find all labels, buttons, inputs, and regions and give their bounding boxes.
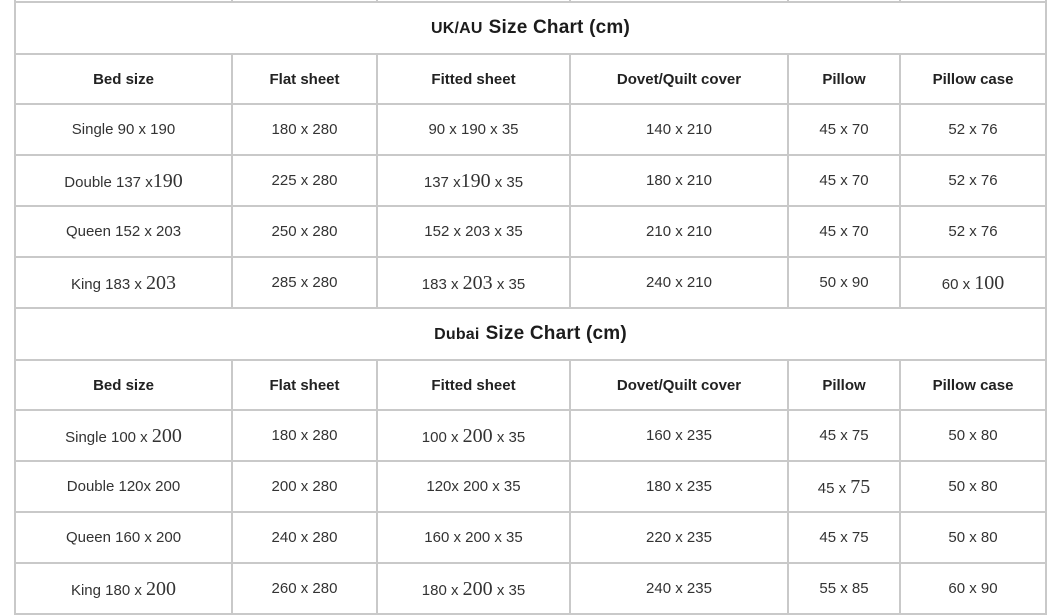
size-chart-body xyxy=(15,0,1046,614)
table-row xyxy=(15,410,1046,461)
cell-segment-large: 190 xyxy=(460,169,491,192)
section-title-main: Size Chart (cm) xyxy=(485,323,627,344)
cell-segment: King 183 x xyxy=(70,275,147,293)
table-cell: 285 x 280 xyxy=(232,257,377,308)
table-cell xyxy=(377,563,570,614)
header-row xyxy=(15,360,1046,410)
table-cell: 45 x 70 xyxy=(788,206,900,257)
table-cell xyxy=(15,155,232,206)
table-cell: Single 90 x 190 xyxy=(15,104,232,155)
table-cell: 180 x 280 xyxy=(232,104,377,155)
table-cell: 60 x 90 xyxy=(900,563,1046,614)
table-row xyxy=(15,257,1046,308)
cell-segment: 137 x xyxy=(423,173,461,191)
table-cell xyxy=(15,257,232,308)
table-cell: 52 x 76 xyxy=(900,155,1046,206)
cell-segment: 45 x xyxy=(817,479,851,497)
table-cell: 180 x 210 xyxy=(570,155,788,206)
size-chart-table xyxy=(14,0,1047,615)
cell-segment: x 35 xyxy=(492,428,526,446)
cell-segment: Single 100 x xyxy=(65,428,152,446)
column-header: Fitted sheet xyxy=(377,54,570,104)
table-cell: 55 x 85 xyxy=(788,563,900,614)
table-row xyxy=(15,206,1046,257)
cell-segment: King 180 x xyxy=(70,581,147,599)
cell-segment: 60 x xyxy=(941,275,975,293)
table-cell: 52 x 76 xyxy=(900,104,1046,155)
table-row xyxy=(15,512,1046,563)
column-header: Flat sheet xyxy=(232,360,377,410)
table-cell: 250 x 280 xyxy=(232,206,377,257)
section-title xyxy=(15,2,1046,54)
table-cell: 50 x 80 xyxy=(900,410,1046,461)
table-cell: 180 x 280 xyxy=(232,410,377,461)
table-cell: 52 x 76 xyxy=(900,206,1046,257)
column-header: Pillow xyxy=(788,54,900,104)
cell-segment-large: 200 xyxy=(462,424,493,447)
column-header: Pillow case xyxy=(900,360,1046,410)
cell-segment-large: 100 xyxy=(974,271,1005,294)
table-cell: 90 x 190 x 35 xyxy=(377,104,570,155)
table-cell xyxy=(377,410,570,461)
column-header: Pillow case xyxy=(900,54,1046,104)
table-row xyxy=(15,155,1046,206)
table-cell: 50 x 80 xyxy=(900,461,1046,512)
cell-segment-large: 200 xyxy=(146,577,177,600)
cell-segment-large: 200 xyxy=(462,577,493,600)
section-title-main: Size Chart (cm) xyxy=(488,17,630,38)
table-cell: 45 x 75 xyxy=(788,410,900,461)
cell-segment-large: 75 xyxy=(850,475,871,498)
table-cell: 200 x 280 xyxy=(232,461,377,512)
column-header: Flat sheet xyxy=(232,54,377,104)
table-cell: 225 x 280 xyxy=(232,155,377,206)
table-cell xyxy=(788,461,900,512)
cell-segment: x 35 xyxy=(490,173,524,191)
table-cell: 240 x 210 xyxy=(570,257,788,308)
table-cell: 50 x 90 xyxy=(788,257,900,308)
table-row xyxy=(15,104,1046,155)
table-cell: 140 x 210 xyxy=(570,104,788,155)
cell-segment-large: 190 xyxy=(152,169,183,192)
column-header: Bed size xyxy=(15,360,232,410)
table-cell: 160 x 200 x 35 xyxy=(377,512,570,563)
section-title xyxy=(15,308,1046,360)
cell-segment: x 35 xyxy=(492,275,526,293)
column-header: Dovet/Quilt cover xyxy=(570,54,788,104)
cell-segment: x 35 xyxy=(492,581,526,599)
table-cell: 260 x 280 xyxy=(232,563,377,614)
table-cell: 45 x 75 xyxy=(788,512,900,563)
table-row xyxy=(15,563,1046,614)
cell-segment-large: 203 xyxy=(146,271,177,294)
table-cell: 120x 200 x 35 xyxy=(377,461,570,512)
table-cell: 45 x 70 xyxy=(788,155,900,206)
table-cell: 220 x 235 xyxy=(570,512,788,563)
cell-segment: 183 x xyxy=(421,275,463,293)
column-header: Bed size xyxy=(15,54,232,104)
table-cell: 152 x 203 x 35 xyxy=(377,206,570,257)
table-cell: 160 x 235 xyxy=(570,410,788,461)
table-cell: 50 x 80 xyxy=(900,512,1046,563)
section-title-prefix: Dubai xyxy=(434,326,480,343)
size-chart-sheet xyxy=(14,0,1045,615)
header-row xyxy=(15,54,1046,104)
table-cell: 210 x 210 xyxy=(570,206,788,257)
table-cell: 180 x 235 xyxy=(570,461,788,512)
cell-segment: 180 x xyxy=(421,581,463,599)
cell-segment: 100 x xyxy=(421,428,463,446)
column-header: Pillow xyxy=(788,360,900,410)
table-cell: Double 120x 200 xyxy=(15,461,232,512)
column-header: Fitted sheet xyxy=(377,360,570,410)
table-cell: Queen 160 x 200 xyxy=(15,512,232,563)
table-cell xyxy=(377,155,570,206)
table-cell: 45 x 70 xyxy=(788,104,900,155)
table-row xyxy=(15,461,1046,512)
section-title-row xyxy=(15,308,1046,360)
column-header: Dovet/Quilt cover xyxy=(570,360,788,410)
table-cell xyxy=(15,563,232,614)
table-cell xyxy=(377,257,570,308)
table-cell: 240 x 280 xyxy=(232,512,377,563)
cell-segment-large: 203 xyxy=(462,271,493,294)
table-cell: 240 x 235 xyxy=(570,563,788,614)
section-title-prefix: UK/AU xyxy=(431,20,483,37)
table-cell xyxy=(900,257,1046,308)
table-cell xyxy=(15,410,232,461)
table-cell: Queen 152 x 203 xyxy=(15,206,232,257)
cell-segment: Double 137 x xyxy=(64,173,153,191)
section-title-row xyxy=(15,2,1046,54)
cell-segment-large: 200 xyxy=(151,424,182,447)
